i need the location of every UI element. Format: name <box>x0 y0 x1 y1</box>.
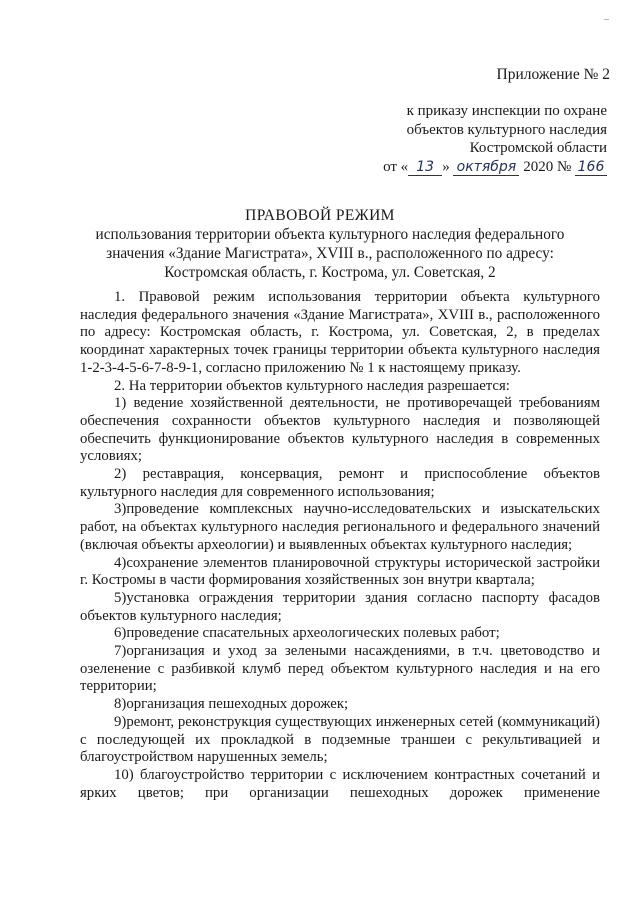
date-year: 2020 № <box>523 158 572 175</box>
order-date-line <box>287 158 607 177</box>
order-reference <box>287 102 607 176</box>
list-item-8: 8)организация пешеходных дорожек; <box>114 696 349 713</box>
document-title: ПРАВОВОЙ РЕЖИМ <box>245 207 395 224</box>
list-item-6: 6)проведение спасательных археологических полевых работ; <box>114 625 500 642</box>
paragraph-2: 2. На территории объектов культурного наследия разрешается: <box>114 377 510 394</box>
document-subtitle: использования территории объекта культурного наследия федерального значения «Здание Магистрата», XVIII в., расположенного по адресу: Костромская область, г. Кострома, ул. Советская, 2 <box>95 226 565 281</box>
list-item-5: 5)установка ограждения территории здания согласно паспорту фасадов объектов культурного наследия; <box>80 589 600 624</box>
list-item-2: 2) реставрация, консервация, ремонт и приспособление объектов культурного наследия для современного использования; <box>80 466 600 500</box>
order-number-handwritten: 166 <box>575 160 607 176</box>
list-item-10: 10) благоустройство территории с исключением контрастных сочетаний и ярких цветов; при организации пешеходных дорожек применение <box>80 766 600 801</box>
order-line-1: к приказу инспекции по охране <box>406 103 607 119</box>
list-item-3: 3)проведение комплексных научно-исследовательских и изыскательских работ, на объектах культурного наследия регионального и федерального значений (включая объекты археологии) и выявленных объектах культурного наследия; <box>80 501 600 553</box>
list-item-9: 9)ремонт, реконструкция существующих инженерных сетей (коммуникаций) с последующей их прокладкой в подземные траншеи с рекультивацией и благоустройством нарушенных земель; <box>80 713 600 766</box>
order-line-3: Костромской области <box>469 140 607 156</box>
list-item-7: 7)организация и уход за зелеными насаждениями, в т.ч. цветоводство и озеленение с разбивкой клумб перед объектом культурного наследия и на его территории; <box>80 643 600 695</box>
page-mark: – <box>604 14 609 25</box>
appendix-title: Приложение № 2 <box>496 66 610 83</box>
list-item-1: 1) ведение хозяйственной деятельности, не противоречащей требованиям обеспечения сохранности объектов культурного наследия и позволяющей обеспечить функционирование объектов культурного наследия в современных условиях; <box>80 395 600 465</box>
list-item-4: 4)сохранение элементов планировочной структуры исторической застройки г. Костромы в части формирования хозяйственных зон внутри квартала; <box>80 554 600 589</box>
date-prefix: от « <box>383 158 409 175</box>
date-mid: » <box>442 158 450 175</box>
date-month-handwritten: октября <box>453 160 519 176</box>
paragraph-1: 1. Правовой режим использования территории объекта культурного наследия федерального значения «Здание Магистрата», XVIII в., расположенного по адресу: Костромская область, г. Кострома, ул. Советская, 2, в пределах координат характерных точек границы территории объекта культурного наследия 1-2-3-4-5-6-7-8-9-1, согласно приложению № 1 к настоящему приказу. <box>80 289 600 376</box>
date-day-handwritten: 13 <box>408 160 442 176</box>
order-line-2: объектов культурного наследия <box>406 121 607 138</box>
document-body <box>80 289 600 802</box>
